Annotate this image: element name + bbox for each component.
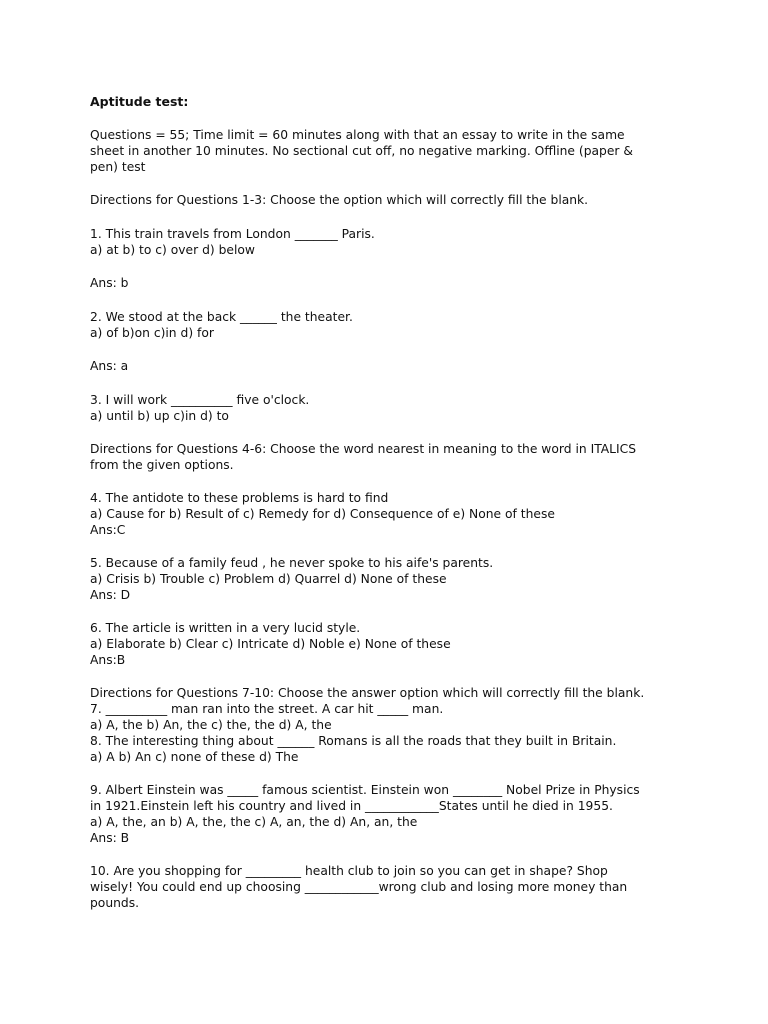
- question-5-options: a) Crisis b) Trouble c) Problem d) Quarrel d) None of these: [90, 572, 447, 586]
- intro-line-3: pen) test: [90, 160, 146, 174]
- question-8-options: a) A b) An c) none of these d) The: [90, 750, 299, 764]
- question-4-options: a) Cause for b) Result of c) Remedy for d) Consequence of e) None of these: [90, 507, 555, 521]
- directions-1-3: Directions for Questions 1-3: Choose the option which will correctly fill the blank.: [90, 193, 589, 207]
- question-9-options: a) A, the, an b) A, the, the c) A, an, the d) An, an, the: [90, 815, 418, 829]
- question-7: 7. __________ man ran into the street. A car hit _____ man.: [90, 702, 444, 716]
- question-6-options: a) Elaborate b) Clear c) Intricate d) Noble e) None of these: [90, 637, 451, 651]
- question-5: 5. Because of a family feud , he never spoke to his aife's parents.: [90, 556, 494, 570]
- question-9-line-2: in 1921.Einstein left his country and lived in ____________States until he died in 1955.: [90, 799, 613, 813]
- question-2: 2. We stood at the back ______ the theater.: [90, 310, 353, 324]
- question-2-answer: Ans: a: [90, 359, 129, 373]
- question-6: 6. The article is written in a very lucid style.: [90, 621, 361, 635]
- question-4-answer: Ans:C: [90, 523, 126, 537]
- directions-4-6-line-1: Directions for Questions 4-6: Choose the word nearest in meaning to the word in ITALICS: [90, 442, 637, 456]
- directions-4-6-line-2: from the given options.: [90, 458, 234, 472]
- intro-line-2: sheet in another 10 minutes. No sectional cut off, no negative marking. Offline (paper &: [90, 144, 633, 158]
- question-5-answer: Ans: D: [90, 588, 131, 602]
- question-6-answer: Ans:B: [90, 653, 126, 667]
- question-10-line-1: 10. Are you shopping for _________ health club to join so you can get in shape? Shop: [90, 864, 608, 878]
- question-8: 8. The interesting thing about ______ Romans is all the roads that they built in Britain.: [90, 734, 617, 748]
- question-2-options: a) of b)on c)in d) for: [90, 326, 214, 340]
- question-4: 4. The antidote to these problems is hard to find: [90, 491, 389, 505]
- question-1: 1. This train travels from London _______ Paris.: [90, 227, 375, 241]
- question-9-line-1: 9. Albert Einstein was _____ famous scientist. Einstein won ________ Nobel Prize in Physics: [90, 783, 640, 797]
- question-7-options: a) A, the b) An, the c) the, the d) A, the: [90, 718, 332, 732]
- question-9-answer: Ans: B: [90, 831, 130, 845]
- question-3: 3. I will work __________ five o'clock.: [90, 393, 310, 407]
- directions-7-10: Directions for Questions 7-10: Choose the answer option which will correctly fill the blank.: [90, 686, 645, 700]
- question-10-line-3: pounds.: [90, 896, 140, 910]
- question-1-answer: Ans: b: [90, 276, 129, 290]
- document-title: Aptitude test:: [90, 94, 189, 109]
- question-10-line-2: wisely! You could end up choosing ____________wrong club and losing more money than: [90, 880, 628, 894]
- question-1-options: a) at b) to c) over d) below: [90, 243, 255, 257]
- intro-line-1: Questions = 55; Time limit = 60 minutes along with that an essay to write in the same: [90, 128, 625, 142]
- question-3-options: a) until b) up c)in d) to: [90, 409, 229, 423]
